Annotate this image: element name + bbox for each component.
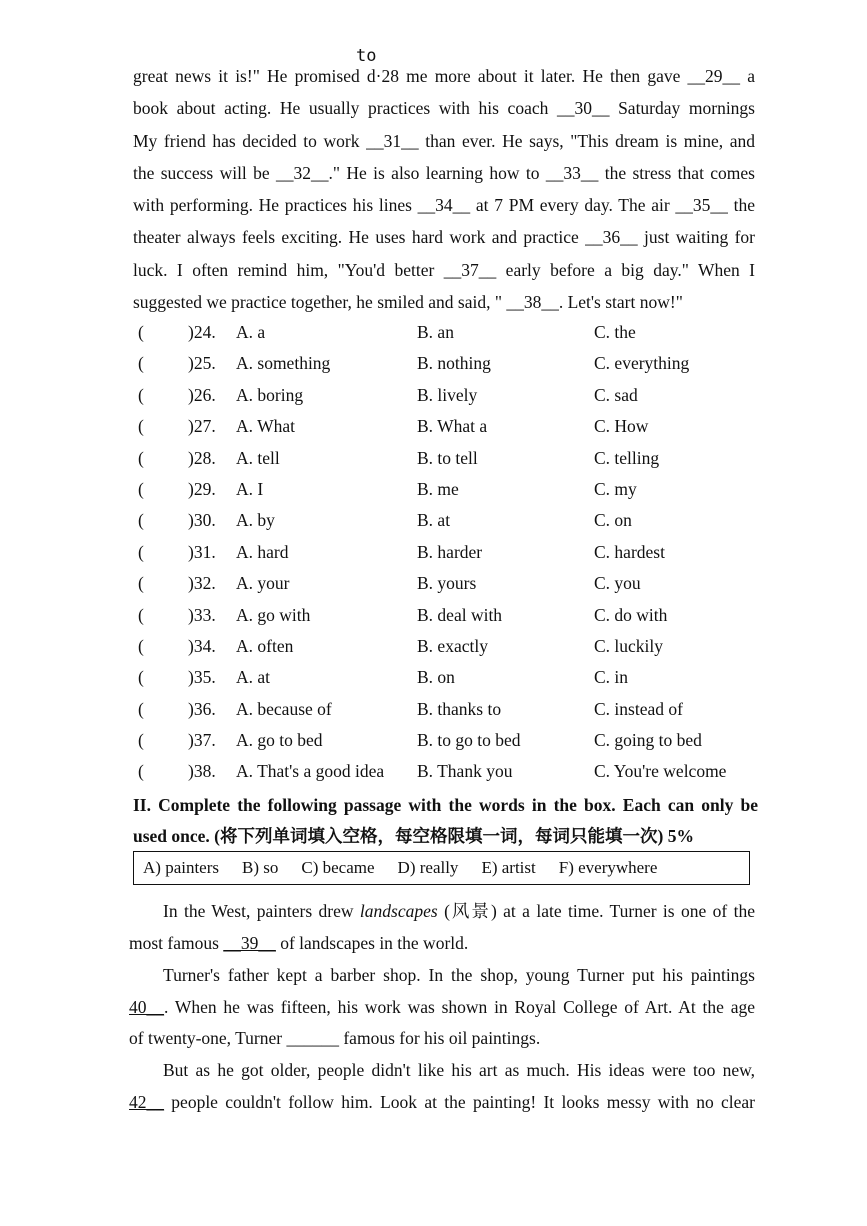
passage-line: But as he got older, people didn't like his art as much. His ideas were too new, [163, 1060, 755, 1080]
question-row [138, 695, 778, 726]
word-option: C) became [301, 858, 375, 877]
answer-paren: ( [138, 635, 144, 656]
passage-1 [133, 60, 755, 318]
answer-paren: ( [138, 573, 144, 594]
blank-42: 42__ [129, 1091, 164, 1112]
answer-paren: ( [138, 667, 144, 688]
option-b: B. Thank you [417, 761, 513, 782]
question-number: )33. [188, 604, 216, 625]
option-c: C. How [594, 416, 649, 437]
handwritten-note: to [356, 46, 377, 66]
option-b: B. harder [417, 541, 483, 562]
passage-line: theater always feels exciting. He uses hard work and practice __36__ just waiting for [133, 227, 755, 248]
question-row [138, 412, 778, 443]
word-box [133, 851, 750, 885]
question-row [138, 757, 778, 788]
option-c: C. on [594, 510, 632, 531]
passage-line: great news it is!" He promised d·28 me more about it later. He then gave __29__ a [133, 66, 755, 86]
passage-2-paragraph-1 [129, 896, 755, 959]
option-c: C. in [594, 667, 629, 688]
option-b: B. yours [417, 573, 477, 594]
question-number: )35. [188, 667, 216, 688]
answer-paren: ( [138, 353, 144, 374]
answer-paren: ( [138, 447, 144, 468]
answer-paren: ( [138, 478, 144, 499]
question-number: )29. [188, 478, 216, 499]
word-option: E) artist [481, 858, 536, 877]
option-b: B. to go to bed [417, 730, 521, 751]
question-row [138, 632, 778, 663]
answer-paren: ( [138, 416, 144, 437]
passage-line: most famous __39__ of landscapes in the world. [129, 932, 469, 953]
question-number: )34. [188, 635, 216, 656]
passage-line: of twenty-one, Turner ______ famous for his oil paintings. [129, 1028, 541, 1048]
answer-paren: ( [138, 541, 144, 562]
option-b: B. on [417, 667, 455, 688]
option-c: C. you [594, 573, 641, 594]
passage-line: Turner's father kept a barber shop. In the shop, young Turner put his paintings [163, 965, 755, 985]
option-b: B. to tell [417, 447, 478, 468]
option-c: C. going to bed [594, 730, 702, 751]
option-b: B. thanks to [417, 698, 502, 719]
answer-paren: ( [138, 604, 144, 625]
passage-2-paragraph-2 [129, 960, 755, 1055]
instruction-line: II. Complete the following passage with the words in the box. Each can only be [133, 795, 758, 815]
section-2-instructions [133, 790, 758, 852]
question-number: )27. [188, 416, 216, 437]
question-number: )38. [188, 761, 216, 782]
question-number: )32. [188, 573, 216, 594]
option-a: A. hard [236, 541, 289, 562]
option-b: B. What a [417, 416, 488, 437]
answer-paren: ( [138, 761, 144, 782]
word-option: A) painters [143, 858, 220, 877]
option-a: A. often [236, 635, 294, 656]
blank-39: __39__ [223, 932, 276, 953]
answer-paren: ( [138, 730, 144, 751]
question-row [138, 475, 778, 506]
question-number: )24. [188, 322, 216, 342]
question-row [138, 663, 778, 694]
option-a: A. by [236, 510, 275, 531]
blank-40: 40__ [129, 996, 164, 1017]
question-row [138, 569, 778, 600]
option-a: A. go to bed [236, 730, 323, 751]
answer-paren: ( [138, 510, 144, 531]
word-option: B) so [242, 858, 279, 877]
word-option: F) everywhere [558, 858, 658, 877]
question-row [138, 506, 778, 537]
question-number: )30. [188, 510, 216, 531]
question-row [138, 726, 778, 757]
option-a: A. go with [236, 604, 311, 625]
option-b: B. nothing [417, 353, 491, 374]
option-a: A. tell [236, 447, 280, 468]
instruction-line: used once. (将下列单词填入空格，每空格限填一词，每词只能填一次) 5% [133, 826, 694, 846]
option-a: A. something [236, 353, 331, 374]
question-list [138, 318, 778, 789]
option-c: C. telling [594, 447, 660, 468]
passage-2-paragraph-3 [129, 1055, 755, 1118]
question-number: )25. [188, 353, 216, 374]
question-number: )36. [188, 698, 216, 719]
question-number: )28. [188, 447, 216, 468]
question-row [138, 538, 778, 569]
option-a: A. your [236, 573, 290, 594]
passage-line: luck. I often remind him, "You'd better __37__ early before a big day." When I [133, 259, 755, 280]
option-a: A. What [236, 416, 295, 437]
option-b: B. me [417, 478, 459, 499]
question-number: )26. [188, 384, 216, 405]
answer-paren: ( [138, 698, 144, 719]
option-c: C. sad [594, 384, 638, 405]
option-a: A. boring [236, 384, 304, 405]
passage-line: suggested we practice together, he smiled and said, " __38__. Let's start now!" [133, 292, 683, 313]
answer-paren: ( [138, 322, 144, 342]
option-a: A. a [236, 322, 266, 342]
option-c: C. You're welcome [594, 761, 727, 782]
word-option: D) really [397, 858, 459, 877]
option-b: B. deal with [417, 604, 503, 625]
option-c: C. everything [594, 353, 690, 374]
question-row [138, 349, 778, 380]
option-a: A. I [236, 478, 264, 499]
option-b: B. an [417, 322, 454, 342]
option-a: A. because of [236, 698, 332, 719]
option-b: B. lively [417, 384, 478, 405]
option-a: A. at [236, 667, 271, 688]
passage-line: with performing. He practices his lines __34__ at 7 PM every day. The air __35__ the [133, 195, 755, 216]
passage-line: book about acting. He usually practices with his coach __30__ Saturday mornings [133, 98, 755, 119]
option-c: C. the [594, 322, 636, 342]
passage-line: the success will be __32__." He is also learning how to __33__ the stress that comes [133, 162, 755, 183]
passage-line: My friend has decided to work __31__ than ever. He says, "This dream is mine, and [133, 130, 755, 151]
option-c: C. hardest [594, 541, 665, 562]
question-number: )37. [188, 730, 216, 751]
question-row [138, 601, 778, 632]
option-b: B. exactly [417, 635, 488, 656]
question-row [138, 444, 778, 475]
passage-line: 40__. When he was fifteen, his work was shown in Royal College of Art. At the age [129, 996, 755, 1017]
option-b: B. at [417, 510, 451, 531]
passage-line: 42__ people couldn't follow him. Look at the painting! It looks messy with no clear [129, 1091, 755, 1112]
option-c: C. do with [594, 604, 668, 625]
option-c: C. my [594, 478, 637, 499]
answer-paren: ( [138, 384, 144, 405]
option-c: C. luckily [594, 635, 664, 656]
passage-line: In the West, painters drew landscapes (风景) at a late time. Turner is one of the [163, 901, 755, 921]
option-c: C. instead of [594, 698, 683, 719]
question-row [138, 318, 778, 349]
question-row [138, 381, 778, 412]
option-a: A. That's a good idea [236, 761, 385, 782]
question-number: )31. [188, 541, 216, 562]
